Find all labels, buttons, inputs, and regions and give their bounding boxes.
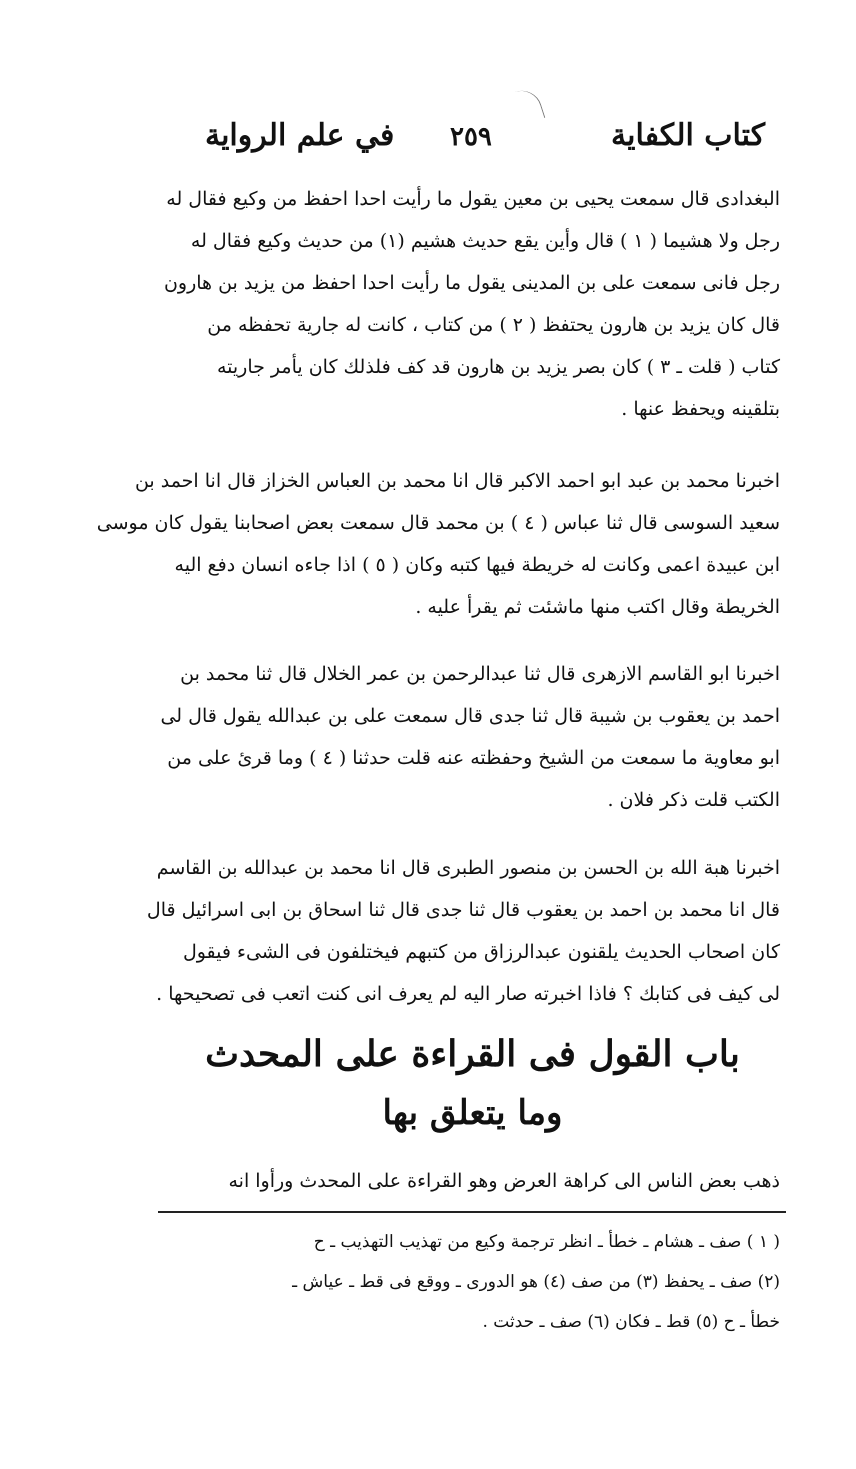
paragraph-1 xyxy=(165,178,780,430)
footnotes xyxy=(165,1222,780,1342)
header-subtitle: في علم الرواية xyxy=(205,118,395,153)
text-line: ابن عبيدة اعمى وكانت له خريطة فيها كتبه وكان ( ٥ ) اذا جاءه انسان دفع اليه xyxy=(174,554,780,576)
text-line: قال كان يزيد بن هارون يحتفظ ( ٢ ) من كتاب ، كانت له جارية تحفظه من xyxy=(207,314,780,336)
footnote-divider xyxy=(158,1211,786,1213)
page-header xyxy=(150,118,765,168)
text-line: الخريطة وقال اكتب منها ماشئت ثم يقرأ عليه . xyxy=(415,596,780,618)
text-line: اخبرنا محمد بن عبد ابو احمد الاكبر قال انا محمد بن العباس الخزاز قال انا احمد بن xyxy=(134,470,780,492)
text-line: البغدادى قال سمعت يحيى بن معين يقول ما رأيت احدا احفظ من وكيع فقال له xyxy=(166,188,780,210)
chapter-title: باب القول فى القراءة على المحدث xyxy=(205,1033,740,1075)
footnote: (٢) صف ـ يحفظ (٣) من صف (٤) هو الدورى ـ ووقع فى قط ـ عياش ـ xyxy=(292,1272,780,1292)
paragraph-2 xyxy=(96,460,780,628)
text-line: الكتب قلت ذكر فلان . xyxy=(607,789,780,811)
chapter-subtitle: وما يتعلق بها xyxy=(382,1093,563,1133)
footnote: ( ١ ) صف ـ هشام ـ خطأ ـ انظر ترجمة وكيع من تهذيب التهذيب ـ ح xyxy=(313,1232,780,1252)
text-line: سعيد السوسى قال ثنا عباس ( ٤ ) بن محمد قال سمعت بعض اصحابنا يقول كان موسى xyxy=(96,512,780,534)
text-line: كان اصحاب الحديث يلقنون عبدالرزاق من كتبهم فيختلفون فى الشىء فيقول xyxy=(182,941,780,963)
book-title: كتاب الكفاية xyxy=(611,118,765,153)
text-line: قال انا محمد بن احمد بن يعقوب قال ثنا جدى قال ثنا اسحاق بن ابى اسرائيل قال xyxy=(146,899,780,921)
text-line: رجل ولا هشيما ( ١ ) قال وأين يقع حديث هشيم (١) من حديث وكيع فقال له xyxy=(190,230,780,252)
paragraph-3 xyxy=(160,653,780,821)
footnote: خطأ ـ ح (٥) قط ـ فكان (٦) صف ـ حدثت . xyxy=(482,1312,780,1332)
page-number: ٢٥٩ xyxy=(450,122,492,152)
text-line: ذهب بعض الناس الى كراهة العرض وهو القراءة على المحدث ورأوا انه xyxy=(228,1170,780,1192)
paragraph-4 xyxy=(146,847,780,1015)
text-line: احمد بن يعقوب بن شيبة قال ثنا جدى قال سمعت على بن عبدالله يقول قال لى xyxy=(160,705,780,727)
text-line: رجل فانى سمعت على بن المدينى يقول ما رأيت احدا احفظ من يزيد بن هارون xyxy=(163,272,780,294)
text-line: كتاب ( قلت ـ ٣ ) كان بصر يزيد بن هارون قد كف فلذلك كان يأمر جاريته xyxy=(216,356,780,378)
text-line: اخبرنا ابو القاسم الازهرى قال ثنا عبدالرحمن بن عمر الخلال قال ثنا محمد بن xyxy=(180,663,780,685)
text-line: بتلقينه ويحفظ عنها . xyxy=(621,398,780,420)
text-line: لى كيف فى كتابك ؟ فاذا اخبرته صار اليه لم يعرف انى كنت اتعب فى تصحيحها . xyxy=(156,983,780,1005)
text-line: ابو معاوية ما سمعت من الشيخ وحفظته عنه قلت حدثنا ( ٤ ) وما قرئ على من xyxy=(167,747,780,769)
chapter-intro xyxy=(165,1160,780,1202)
text-line: اخبرنا هبة الله بن الحسن بن منصور الطبرى قال انا محمد بن عبدالله بن القاسم xyxy=(156,857,780,879)
